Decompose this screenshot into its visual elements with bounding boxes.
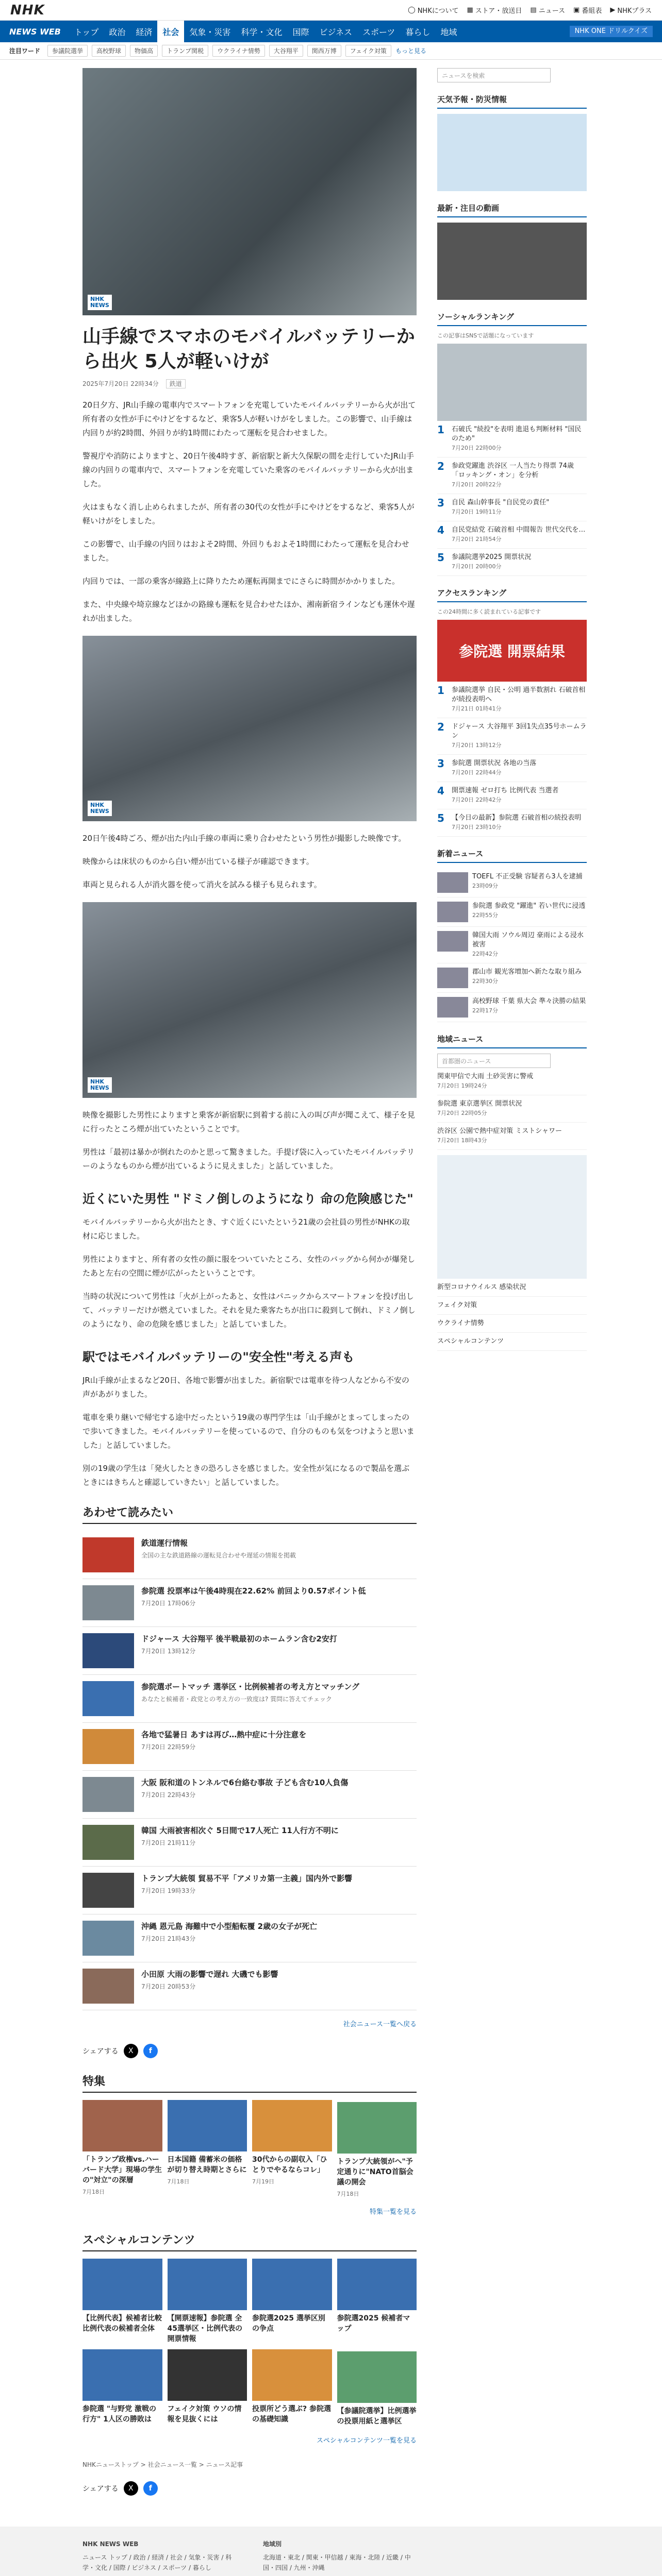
social-sub: この記事はSNSで話題になっています <box>437 332 534 339</box>
special-grid <box>82 2259 417 2427</box>
latest-video[interactable] <box>437 223 587 300</box>
latest-heading[interactable]: 最新・注目の動画 <box>437 202 587 217</box>
thumbnail <box>82 1633 134 1668</box>
nhk-news-badge: NHK NEWS <box>88 1077 112 1093</box>
trending-words <box>0 42 662 60</box>
article-tag[interactable]: 鉄道 <box>166 379 186 388</box>
news-icon: ▤ <box>530 6 537 14</box>
thumbnail <box>82 1873 134 1908</box>
footer <box>0 2527 662 2576</box>
region-select[interactable]: 首都圏のニュース <box>437 1054 551 1068</box>
footer-col-region: 地域別 北海道・東北 / 関東・甲信越 / 東海・北陸 / 近畿 / 中国・四国 / 九州・沖縄 <box>263 2540 411 2571</box>
thumbnail <box>437 902 468 922</box>
news-item[interactable]: 郡山市 観光客増加へ新たな取り組み 22時30分 <box>437 963 587 993</box>
paragraph: 車両と見られる人が消火器を使って消火を試みる様子も見られます。 <box>82 880 322 889</box>
trend-chip[interactable]: 高校野球 <box>92 45 126 57</box>
breadcrumb[interactable]: NHKニューストップ > 社会ニュース一覧 > ニュース記事 <box>82 2461 243 2468</box>
region-item[interactable]: 関東甲信で大雨 土砂災害に警戒 7月20日 19時24分 <box>437 1068 587 1095</box>
main-nav <box>0 21 662 42</box>
list-item[interactable]: 韓国 大雨被害相次ぐ 5日間で17人死亡 11人行方不明に 7月20日 21時11分 <box>82 1819 417 1867</box>
special-more-link[interactable]: スペシャルコンテンツ一覧を見る <box>316 2437 417 2445</box>
ranking-item[interactable]: 5 参議院選挙2025 開票状況 7月20日 20時00分 <box>437 549 587 576</box>
feature-image <box>252 2100 332 2151</box>
special-image <box>168 2349 247 2401</box>
article-photo <box>82 902 417 1098</box>
list-item[interactable]: 参院選ポートマッチ 選挙区・比例候補者の考え方とマッチング あなたと候補者・政党との考え方の一致度は? 質問に答えてチェック <box>82 1675 417 1723</box>
region-item[interactable]: 渋谷区 公園で熱中症対策 ミストシャワー 7月20日 18時43分 <box>437 1123 587 1150</box>
paragraph: 映像からは床状のものから白い煙が出ている様子が確認できます。 <box>82 857 314 866</box>
feature-card[interactable]: 「トランプ政権vs.ハーバード大学」現場の学生の"対立"の深層 7月18日 <box>82 2100 162 2198</box>
nav-weather[interactable]: 気象・災害 <box>189 27 231 37</box>
list-item[interactable]: ドジャース 大谷翔平 後半戦最初のホームラン含む2安打 7月20日 13時12分 <box>82 1627 417 1675</box>
link-item[interactable]: スペシャルコンテンツ <box>437 1333 587 1351</box>
thumbnail <box>437 997 468 1018</box>
social-image <box>437 344 587 421</box>
feature-card[interactable]: 日本国籍 備蓄米の価格が切り替え時期とさらに 7月18日 <box>168 2100 247 2198</box>
trending-label: 注目ワード <box>9 47 41 55</box>
features-grid <box>82 2100 417 2198</box>
footer-col-news: NHK NEWS WEB ニュース トップ / 政治 / 経済 / 社会 / 気象・災害 / 科学・文化 / 国際 / ビジネス / スポーツ / 暮らし <box>82 2540 232 2571</box>
news-item[interactable]: TOEFL 不正受験 容疑者ら3人を逮捕 23時09分 <box>437 868 587 897</box>
x-share-icon[interactable]: X <box>124 2044 138 2058</box>
ranking-item[interactable]: 3 自民 森山幹事長 "自民党の責任" 7月20日 19時11分 <box>437 494 587 521</box>
search-input[interactable]: ニュースを検索 <box>437 68 551 82</box>
special-card[interactable]: 参院選2025 候補者マップ <box>337 2259 417 2344</box>
special-heading: スペシャルコンテンツ <box>82 2231 417 2251</box>
article-video-still[interactable] <box>82 636 417 821</box>
paragraph: 当時の状況について男性は「火が上がったあと、女性はパニックからスマートフォンを投げ出して、バッテリーだけが燃えていました。それを見た乗客たちが出口に殺到して倒れ、ドミノ倒しのようになり、命の危険を感じました」と話していました。 <box>82 1292 416 1329</box>
nav-international[interactable]: 国際 <box>292 27 309 37</box>
news-item[interactable]: 韓国大雨 ソウル周辺 豪雨による浸水被害 22時42分 <box>437 927 587 963</box>
info-icon: ◯ <box>408 6 416 14</box>
facebook-share-icon[interactable]: f <box>143 2481 158 2496</box>
thumbnail <box>437 968 468 988</box>
thumbnail <box>82 1681 134 1716</box>
trend-chip[interactable]: トランプ関税 <box>162 45 208 57</box>
nav-politics[interactable]: 政治 <box>109 27 126 37</box>
share-bar <box>82 2044 417 2058</box>
features-more-link[interactable]: 特集一覧を見る <box>369 2208 417 2216</box>
ranking-item[interactable]: 1 参議院選挙 自民・公明 過半数割れ 石破首相が続投表明へ 7月21日 01時41分 <box>437 682 587 718</box>
ranking-item[interactable]: 4 開票速報 ゼロ打ち 比例代表 当選者 7月20日 22時42分 <box>437 782 587 809</box>
weather-map[interactable] <box>437 114 587 191</box>
trend-chip[interactable]: 参議院選挙 <box>47 45 88 57</box>
trend-chip[interactable]: フェイク対策 <box>345 45 391 57</box>
share-label: シェアする <box>82 2047 119 2056</box>
thumbnail <box>82 1729 134 1764</box>
paragraph: JR山手線が止まるなど20日、各地で影響が出ました。新宿駅では電車を待つ人などから不安の声があがりました。 <box>82 1376 409 1399</box>
special-image <box>337 2351 417 2403</box>
trend-more-link[interactable]: もっと見る <box>395 47 426 55</box>
sidebar <box>437 60 587 2506</box>
feature-image <box>168 2100 247 2151</box>
nav-region[interactable]: 地域 <box>440 27 457 37</box>
article-title: 山手線でスマホのモバイルバッテリーから出火 5人が軽いけが <box>82 326 415 372</box>
list-item[interactable]: 小田原 大雨の影響で遅れ 大磯でも影響 7月20日 20時53分 <box>82 1962 417 2010</box>
top-link-store[interactable]: ▦ ストア・放送日 <box>467 6 522 15</box>
special-card[interactable]: 【比例代表】候補者比較 比例代表の候補者全体 <box>82 2259 162 2344</box>
nav-economy[interactable]: 経済 <box>136 27 153 37</box>
thumbnail <box>437 931 468 952</box>
special-card[interactable]: フェイク対策 ウソの情報を見抜くには <box>168 2349 247 2427</box>
top-link-news[interactable]: ▤ ニュース <box>530 6 566 15</box>
top-link-plus[interactable]: ▶ NHKプラス <box>610 6 652 15</box>
thumbnail <box>82 1921 134 1956</box>
related-more-link[interactable]: 社会ニュース一覧へ戻る <box>343 2021 417 2028</box>
section-heading: 駅ではモバイルバッテリーの"安全性"考える声も <box>82 1350 355 1364</box>
region-map[interactable] <box>437 1155 587 1279</box>
list-item[interactable]: 大阪 阪和道のトンネルで6台絡む事故 子ども含む10人負傷 7月20日 22時43分 <box>82 1771 417 1819</box>
thumbnail <box>82 1969 134 2004</box>
feature-card[interactable]: トランプ大統領がヘ"予定通りに"NATO首脳会議の開会 7月18日 <box>337 2100 417 2198</box>
paragraph: 電車を乗り継いで帰宅する途中だったという19歳の専門学生は「山手線がとまってしまったので歩いてきました。モバイルバッテリーを使っているので、自分のものも気をつけようと思いました」と話していました。 <box>82 1413 415 1450</box>
top-bar <box>0 0 662 21</box>
article-date: 2025年7月20日 22時34分 <box>82 380 159 387</box>
special-card[interactable]: 投票所どう選ぶ? 参院選の基礎知識 <box>252 2349 332 2427</box>
features-heading: 特集 <box>82 2073 417 2093</box>
new-news-heading: 新着ニュース <box>437 848 587 863</box>
thumbnail <box>82 1537 134 1572</box>
facebook-share-icon[interactable]: f <box>143 2044 158 2058</box>
paragraph: 警視庁や消防によりますと、20日午後4時すぎ、新宿駅と新大久保駅の間を走行していたJR山手線の内回りの電車内で、スマートフォンを充電していた乗客のモバイルバッテリーから火が出ました。 <box>82 451 414 488</box>
related-list <box>82 1531 417 2010</box>
ranking-item[interactable]: 2 ドジャース 大谷翔平 3回1失点35号ホームラン 7月20日 13時12分 <box>437 718 587 755</box>
paragraph: 別の19歳の学生は「発火したときの恐ろしさを感じました。安全性が気になるので製品を選ぶときにはきちんと確認していきたい」と話していました。 <box>82 1464 410 1487</box>
feature-image <box>82 2100 162 2151</box>
play-icon: ▶ <box>610 6 616 14</box>
special-card[interactable]: 【開票速報】参院選 全45選挙区・比例代表の開票情報 <box>168 2259 247 2344</box>
paragraph: 内回りでは、一部の乗客が線路上に降りたため運転再開までにさらに時間がかかりました。 <box>82 577 400 586</box>
ranking-item[interactable]: 5 【今日の最新】参院選 石破首相の続投表明 7月20日 23時10分 <box>437 809 587 837</box>
nav-life[interactable]: 暮らし <box>405 27 431 37</box>
nav-cta[interactable]: NHK ONE ドリルクイズ <box>570 26 653 37</box>
thumbnail <box>82 1777 134 1812</box>
link-item[interactable]: フェイク対策 <box>437 1297 587 1315</box>
share-bar-bottom <box>82 2481 417 2496</box>
nav-sports[interactable]: スポーツ <box>362 27 395 37</box>
nhk-news-badge: NHK NEWS <box>88 295 112 310</box>
trend-chip[interactable]: 大谷翔平 <box>269 45 303 57</box>
paragraph: 20日午後4時ごろ、煙が出た内山手線の車両に乗り合わせたという男性が撮影した映像です。 <box>82 834 406 843</box>
paragraph: 男性は「最初は暴かが倒れたのかと思って驚きました。手提げ袋に入っていたモバイルバッテリーのようなものから煙が出ているように見えました」と話していました。 <box>82 1147 415 1171</box>
x-share-icon[interactable]: X <box>124 2481 138 2496</box>
thumbnail <box>82 1825 134 1860</box>
page-body <box>0 60 662 2506</box>
special-image <box>252 2349 332 2401</box>
top-links <box>408 5 652 15</box>
hero-image <box>82 68 417 315</box>
top-link-program[interactable]: ▣ 番組表 <box>573 6 602 15</box>
paragraph: 20日夕方、JR山手線の電車内でスマートフォンを充電していたモバイルバッテリーから火が出て所有者の女性が手にやけどをするなど、乗客5人が軽いけがをしました。この影響で、山手線は内回りが約2時間、外回りが約1時間にわたって運転を見合わせました。 <box>82 400 416 437</box>
region-heading: 地域ニュース <box>437 1033 587 1048</box>
access-heading: アクセスランキング <box>437 587 587 602</box>
paragraph: また、中央線や埼京線などほかの路線も運転を見合わせたほか、湘南新宿ラインなども運休や遅れが出ました。 <box>82 600 415 623</box>
trend-chip[interactable]: 物価高 <box>130 45 158 57</box>
list-item[interactable]: 参院選 投票率は午後4時現在22.62% 前回より0.57ポイント低 7月20日 17時06分 <box>82 1579 417 1627</box>
link-item[interactable]: ウクライナ情勢 <box>437 1315 587 1333</box>
region-item[interactable]: 参院選 東京選挙区 開票状況 7月20日 22時05分 <box>437 1095 587 1123</box>
news-item[interactable]: 参院選 参政党 "躍進" 若い世代に浸透 22時55分 <box>437 897 587 927</box>
paragraph: 火はまもなく消し止められましたが、所有者の30代の女性が手にやけどをするなど、乗客5人が軽いけがをしました。 <box>82 502 415 526</box>
news-web-brand[interactable]: NEWS WEB <box>9 26 61 37</box>
feature-card[interactable]: 30代からの副収入「ひとりでやるならコレ」 7月19日 <box>252 2100 332 2198</box>
top-link-about[interactable]: ◯ NHKについて <box>408 6 459 15</box>
paragraph: この影響で、山手線の内回りはおよそ2時間、外回りもおよそ1時間にわたって運転を見合わせました。 <box>82 539 409 563</box>
weather-heading[interactable]: 天気予報・防災情報 <box>437 94 587 109</box>
ranking-item[interactable]: 3 参院選 開票状況 各地の当落 7月20日 22時44分 <box>437 755 587 782</box>
nav-science[interactable]: 科学・文化 <box>241 27 283 37</box>
section-heading: 近くにいた男性 "ドミノ倒しのようになり 命の危険感じた" <box>82 1192 413 1206</box>
trend-chip[interactable]: ウクライナ情勢 <box>212 45 265 57</box>
nav-top[interactable]: トップ <box>74 27 99 37</box>
nav-society[interactable]: 社会 <box>157 21 184 42</box>
special-image <box>252 2259 332 2310</box>
related-heading: あわせて読みたい <box>82 1504 417 1524</box>
trend-chip[interactable]: 関西万博 <box>307 45 341 57</box>
special-card[interactable]: 【参議院選挙】比例選挙の投票用紙と選挙区 <box>337 2349 417 2427</box>
paragraph: モバイルバッテリーから火が出たとき、すぐ近くにいたという21歳の会社員の男性がNHKの取材に応じました。 <box>82 1217 410 1241</box>
list-item[interactable]: 各地で猛暑日 あすは再び…熱中症に十分注意を 7月20日 22時59分 <box>82 1723 417 1771</box>
ranking-item[interactable]: 1 石破氏 "続投"を表明 進退も判断材料 "国民のため" 7月20日 22時00分 <box>437 421 587 457</box>
special-image <box>337 2259 417 2310</box>
vote-banner[interactable]: 参院選 開票結果 <box>437 620 587 682</box>
share-label: シェアする <box>82 2485 119 2493</box>
thumbnail <box>437 872 468 893</box>
feature-image <box>337 2102 417 2154</box>
list-item[interactable]: 沖縄 恩元島 海難中で小型船転覆 2歳の女子が死亡 7月20日 21時43分 <box>82 1914 417 1962</box>
social-heading: ソーシャルランキング <box>437 311 587 326</box>
paragraph: 映像を撮影した男性によりますと乗客が新宿駅に到着する前に入の叫び声が聞こえて、様子を見に行ったところ煙が出ていたということです。 <box>82 1110 415 1133</box>
news-item[interactable]: 高校野球 千葉 県大会 準々決勝の結果 22時17分 <box>437 993 587 1022</box>
paragraph: 男性によりますと、所有者の女性の顔に服をついていたところ、女性のバッグから何かが爆発したあと左右の空間に煙が広がったということです。 <box>82 1255 416 1278</box>
article-column <box>82 60 417 2506</box>
ranking-item[interactable]: 4 自民党結党 石破首相 中間報告 世代交代を… 7月20日 21時54分 <box>437 521 587 549</box>
thumbnail <box>82 1585 134 1620</box>
article-meta <box>82 379 417 388</box>
special-image <box>82 2259 162 2310</box>
link-item[interactable]: 新型コロナウイルス 感染状況 <box>437 1279 587 1297</box>
nav-business[interactable]: ビジネス <box>319 27 352 37</box>
store-icon: ▦ <box>467 6 473 14</box>
list-item[interactable]: トランプ大統領 貿易不平「アメリカ第一主義」国内外で影響 7月20日 19時33分 <box>82 1867 417 1914</box>
special-card[interactable]: 参院選2025 選挙区別の争点 <box>252 2259 332 2344</box>
nhk-news-badge: NHK NEWS <box>88 801 112 816</box>
nhk-logo[interactable]: NHK <box>10 2 45 18</box>
special-image <box>168 2259 247 2310</box>
special-image <box>82 2349 162 2401</box>
list-item[interactable]: 鉄道運行情報 全国の主な鉄道路線の運転見合わせや遅延の情報を掲載 <box>82 1531 417 1579</box>
program-icon: ▣ <box>573 6 580 14</box>
special-card[interactable]: 参院選 "与野党 激戦の行方" 1人区の勝敗は <box>82 2349 162 2427</box>
ranking-item[interactable]: 2 参政党躍進 渋谷区 一人当たり得票 74歳「ロッキング・オン」を分析 7月20日 20時22分 <box>437 457 587 494</box>
access-sub: この24時間に多く読まれている記事です <box>437 608 541 615</box>
